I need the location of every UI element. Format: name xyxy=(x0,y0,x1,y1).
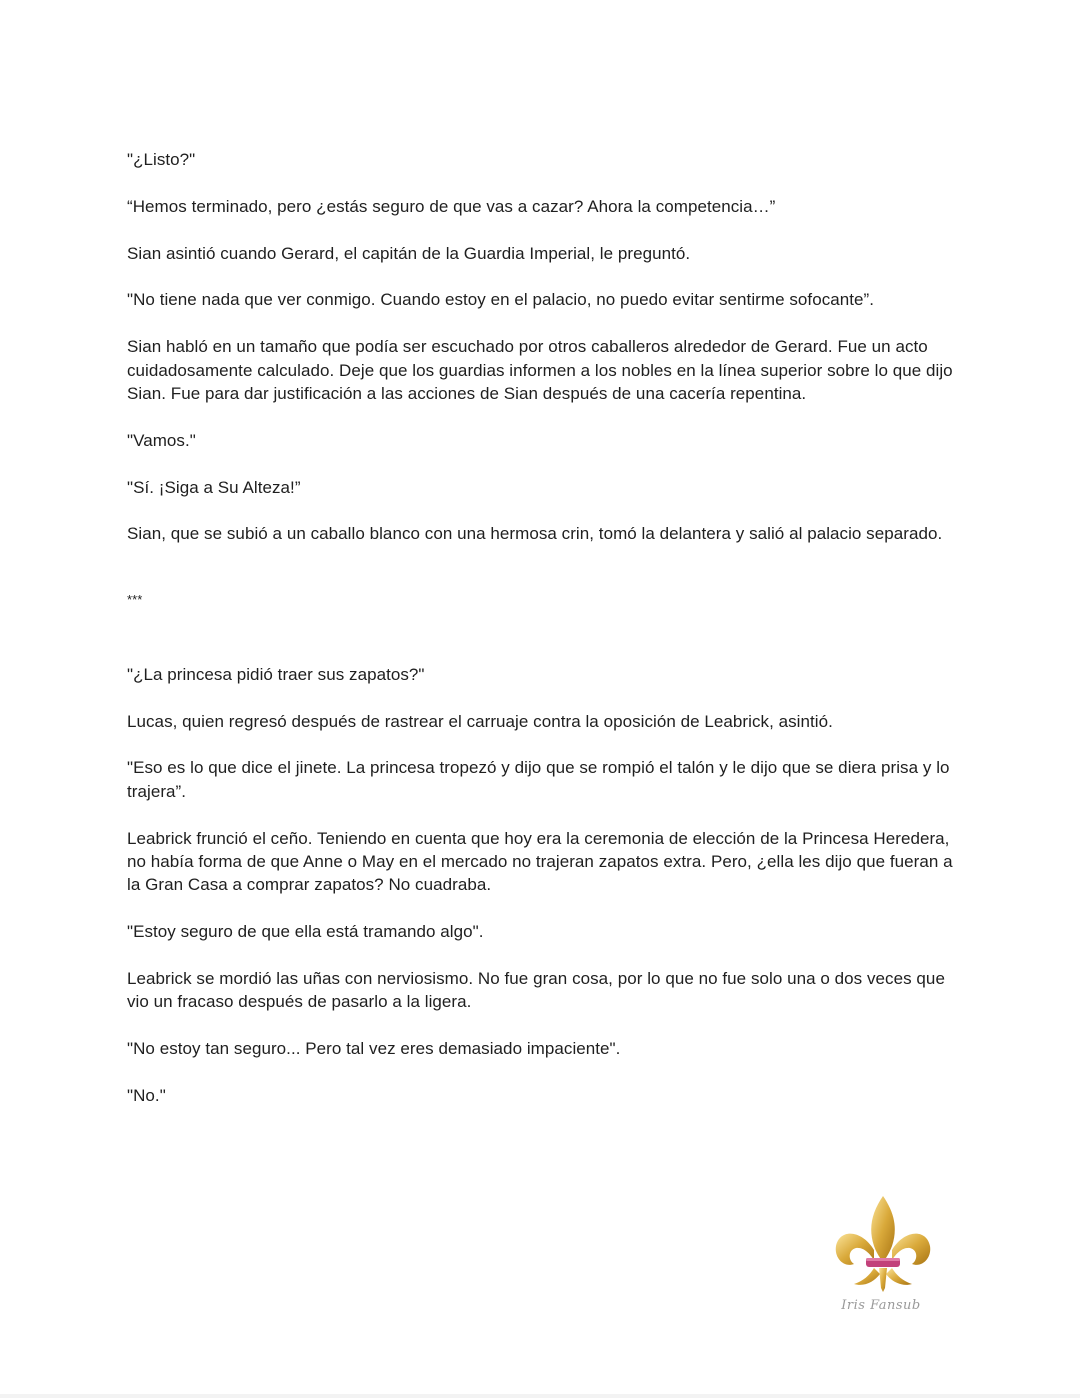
watermark-signature: Iris Fansub xyxy=(841,1298,921,1313)
paragraph: Leabrick frunció el ceño. Teniendo en cuenta que hoy era la ceremonia de elección de la Princesa Heredera, no había forma de que Anne o May en el mercado no trajeran zapatos extra. Pero, ¿ella les dijo que fueran a la Gran Casa a comprar zapatos? No cuadraba. xyxy=(127,828,958,895)
paragraph: Lucas, quien regresó después de rastrear el carruaje contra la oposición de Leabrick, asintió. xyxy=(127,711,833,731)
paragraph: "Estoy seguro de que ella está tramando algo". xyxy=(127,922,484,942)
paragraph: Sian habló en un tamaño que podía ser escuchado por otros caballeros alrededor de Gerard. Fue un acto cuidadosamente calculado. Deje que los guardias informen a los nobles en la línea superior sobre lo que dijo Sian. Fue para dar justificación a las acciones de Sian después de una cacería repentina. xyxy=(127,337,958,403)
document-body xyxy=(127,148,958,1131)
paragraph: "¿La princesa pidió traer sus zapatos?" xyxy=(127,664,425,684)
paragraph: Sian, que se subió a un caballo blanco con una hermosa crin, tomó la delantera y salió al palacio separado. xyxy=(127,524,943,544)
paragraph: "No tiene nada que ver conmigo. Cuando estoy en el palacio, no puedo evitar sentirme sofocante”. xyxy=(127,290,875,310)
paragraph: "¿Listo?" xyxy=(127,150,196,169)
paragraph: "Eso es lo que dice el jinete. La princesa tropezó y dijo que se rompió el talón y le dijo que se diera prisa y lo trajera”. xyxy=(127,758,955,801)
page-bottom-edge xyxy=(0,1394,1080,1398)
paragraph: “Hemos terminado, pero ¿estás seguro de que vas a cazar? Ahora la competencia…” xyxy=(127,196,776,216)
paragraph: Sian asintió cuando Gerard, el capitán de la Guardia Imperial, le preguntó. xyxy=(127,243,691,263)
paragraph: "Vamos." xyxy=(127,430,196,450)
paragraph: "No estoy tan seguro... Pero tal vez eres demasiado impaciente". xyxy=(127,1039,621,1059)
paragraph: Leabrick se mordió las uñas con nerviosismo. No fue gran cosa, por lo que no fue solo una o dos veces que vio un fracaso después de pasarlo a la ligera. xyxy=(127,969,950,1012)
paragraph: "No." xyxy=(127,1086,166,1105)
paragraph: "Sí. ¡Siga a Su Alteza!” xyxy=(127,477,301,497)
scene-separator: *** xyxy=(127,591,143,607)
